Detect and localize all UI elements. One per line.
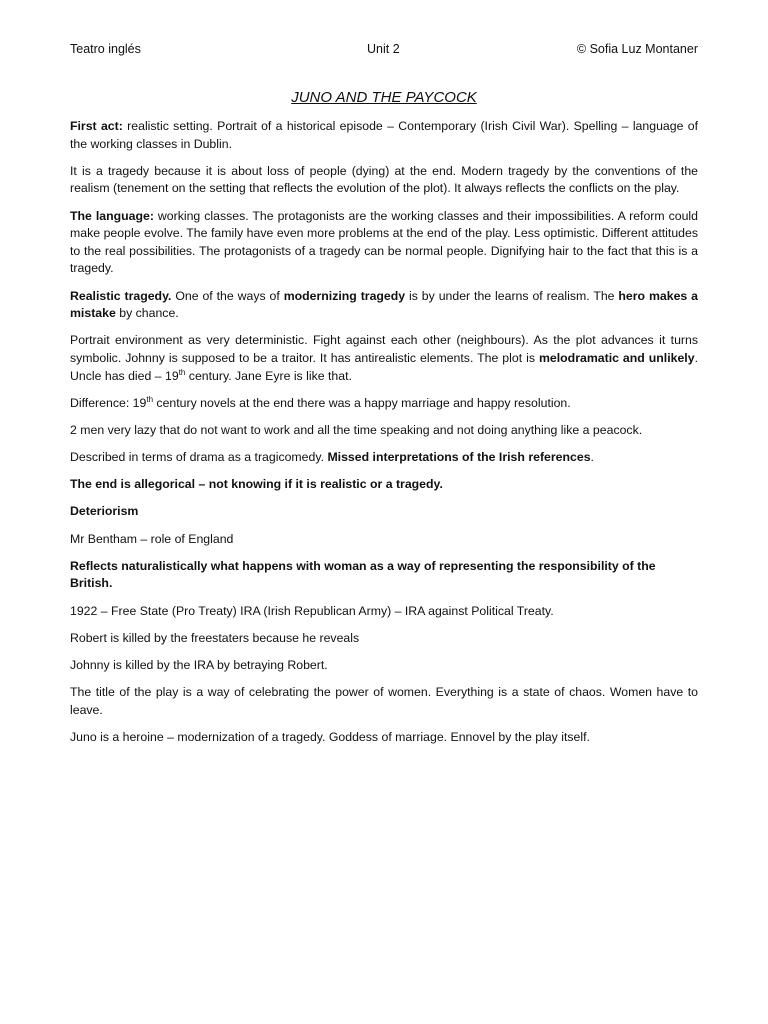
emphasis-hero-mistake: hero makes a mistake (70, 288, 699, 321)
page-header (70, 42, 698, 60)
paragraph-realistic-tragedy (70, 288, 698, 323)
paragraph-deteriorism (70, 503, 698, 521)
paragraph-johnny: Johnny is killed by the IRA by betraying Robert. (70, 657, 328, 672)
paragraph-text: Portrait environment as very deterministic. Fight against each other (neighbours). As the plot advances it turns symbolic. Johnny is supposed to be a traitor. It has antirealistic elements. The plot is (70, 333, 698, 365)
document-title: JUNO AND THE PAYCOCK (291, 89, 477, 106)
paragraph-text: . (590, 450, 594, 465)
paragraph-text: is by under the learns of realism. The (405, 288, 619, 303)
label-realistic-tragedy: Realistic tragedy. (70, 288, 172, 303)
paragraph-allegorical (70, 476, 698, 494)
paragraph-text: by chance. (115, 306, 179, 321)
paragraph-text: . Uncle has died – 19 (70, 350, 698, 383)
paragraph-text: realistic setting. Portrait of a historical episode – Contemporary (Irish Civil War). Spelling – language of the working classes in Dublin. (70, 119, 698, 151)
label-first-act: First act: (70, 119, 123, 133)
paragraph-portrait (70, 332, 698, 385)
paragraph-text: One of the ways of (171, 288, 284, 303)
emphasis-melodramatic: melodramatic and unlikely (538, 350, 695, 365)
paragraph-tragedy: It is a tragedy because it is about loss of people (dying) at the end. Modern tragedy by the conventions of the realism (tenement on the setting that reflects the evolution of the plot). It always reflects the conflicts on the play. (70, 163, 698, 196)
paragraph-language (70, 208, 698, 278)
emphasis-irish-references: Missed interpretations of the Irish references (327, 450, 591, 465)
paragraph-text: century. Jane Eyre is like that. (185, 368, 352, 383)
paragraph-naturalistic (70, 558, 698, 593)
paragraph-bentham: Mr Bentham – role of England (70, 531, 234, 546)
paragraph-text: century novels at the end there was a happy marriage and happy resolution. (153, 395, 571, 410)
header-unit: Unit 2 (367, 42, 400, 56)
paragraph-robert: Robert is killed by the freestaters because he reveals (70, 630, 360, 645)
paragraph-tragicomedy (70, 449, 698, 467)
document-body (70, 118, 698, 756)
header-author: © Sofia Luz Montaner (576, 42, 698, 56)
paragraph-juno-heroine: Juno is a heroine – modernization of a tragedy. Goddess of marriage. Ennovel by the play itself. (70, 729, 590, 744)
superscript-th: th (146, 394, 154, 404)
paragraph-lazy-men: 2 men very lazy that do not want to work and all the time speaking and not doing anything like a peacock. (70, 422, 643, 437)
emphasis-modernizing: modernizing tragedy (283, 288, 406, 303)
paragraph-text: Difference: 19 (70, 395, 147, 410)
paragraph-text: Described in terms of drama as a tragicomedy. (70, 450, 328, 465)
paragraph-difference (70, 395, 698, 413)
emphasis-deteriorism: Deteriorism (70, 504, 139, 519)
superscript-th: th (178, 367, 186, 377)
label-language: The language: (70, 208, 154, 223)
paragraph-text: working classes. The protagonists are the working classes and their impossibilities. A reform could make people evolve. The family have even more problems at the end of the play. Less optimistic. Different attitudes to the real possibilities. The protagonists of a tragedy can be normal people. Dignifying hair to the fact that this is a tragedy. (70, 208, 698, 276)
paragraph-title-meaning: The title of the play is a way of celebrating the power of women. Everything is a state of chaos. Women have to leave. (70, 685, 698, 717)
emphasis-naturalistic: Reflects naturalistically what happens with woman as a way of representing the responsibility of the British. (70, 558, 656, 591)
paragraph-first-act (70, 118, 698, 153)
emphasis-allegorical: The end is allegorical – not knowing if it is realistic or a tragedy. (70, 477, 443, 492)
paragraph-1922: 1922 – Free State (Pro Treaty) IRA (Irish Republican Army) – IRA against Political Treaty. (70, 603, 554, 618)
header-course: Teatro inglés (70, 42, 141, 56)
